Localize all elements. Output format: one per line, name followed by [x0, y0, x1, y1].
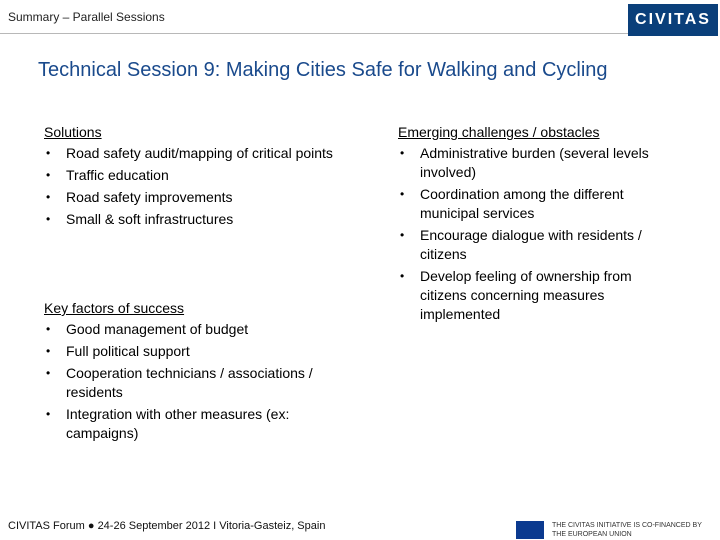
bullet-icon: • [46, 407, 51, 421]
list-item-text: Develop feeling of ownership from citizens concerning measures implemented [420, 268, 632, 322]
bullet-icon: • [400, 228, 405, 242]
bullet-icon: • [400, 187, 405, 201]
challenges-section [398, 123, 668, 327]
solutions-section [44, 123, 344, 232]
list-item-text: Encourage dialogue with residents / citizens [420, 227, 642, 262]
civitas-logo: CIVITAS [628, 4, 718, 36]
bullet-icon: • [400, 146, 405, 160]
list-item-text: Cooperation technicians / associations / residents [66, 365, 313, 400]
solutions-heading: Solutions [44, 124, 102, 140]
list-item-text: Full political support [66, 343, 190, 359]
list-item [398, 144, 668, 182]
list-item-text: Administrative burden (several levels involved) [420, 145, 649, 180]
key-factors-heading: Key factors of success [44, 300, 185, 316]
challenges-list [398, 144, 668, 324]
bullet-icon: • [46, 190, 51, 204]
eu-flag-icon [516, 521, 544, 539]
list-item [44, 405, 344, 443]
bullet-icon: • [46, 366, 51, 380]
list-item [44, 320, 344, 339]
list-item [44, 166, 344, 185]
header-divider [0, 33, 628, 34]
bullet-icon: • [46, 168, 51, 182]
list-item [44, 342, 344, 361]
list-item-text: Good management of budget [66, 321, 249, 337]
list-item-text: Road safety audit/mapping of critical points [66, 145, 333, 161]
list-item [44, 188, 344, 207]
list-item-text: Road safety improvements [66, 189, 233, 205]
bullet-icon: • [400, 269, 405, 283]
key-factors-list [44, 320, 344, 443]
solutions-list [44, 144, 344, 229]
list-item [44, 144, 344, 163]
list-item [398, 226, 668, 264]
list-item-text: Coordination among the different municipal services [420, 186, 624, 221]
list-item-text: Small & soft infrastructures [66, 211, 234, 227]
bullet-icon: • [46, 344, 51, 358]
section-label: Summary – Parallel Sessions [8, 10, 165, 24]
challenges-heading: Emerging challenges / obstacles [398, 124, 600, 140]
bullet-icon: • [46, 212, 51, 226]
list-item [398, 185, 668, 223]
slide-title: Technical Session 9: Making Cities Safe for Walking and Cycling [38, 59, 608, 81]
list-item [398, 267, 668, 324]
list-item-text: Integration with other measures (ex: campaigns) [66, 406, 290, 441]
list-item [44, 210, 344, 229]
bullet-icon: • [46, 146, 51, 160]
footer-text: CIVITAS Forum ● 24-26 September 2012 I Vitoria-Gasteiz, Spain [8, 520, 326, 532]
eu-cofinance-text: THE CIVITAS INITIATIVE IS CO-FINANCED BY THE EUROPEAN UNION [552, 522, 702, 538]
bullet-icon: • [46, 322, 51, 336]
key-factors-section [44, 299, 344, 446]
list-item-text: Traffic education [66, 167, 169, 183]
list-item [44, 364, 344, 402]
